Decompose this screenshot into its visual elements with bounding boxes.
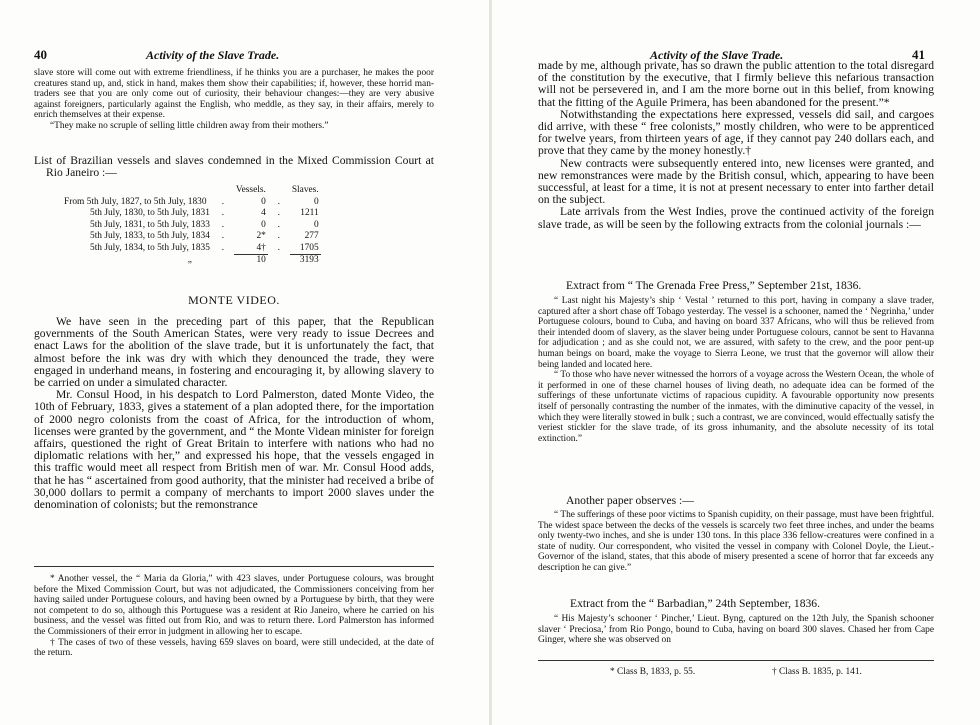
slaves-cell: 0 xyxy=(313,219,319,230)
table-header-row xyxy=(62,185,321,197)
table-row: 5th July, 1834, to 5th July, 1835 . 4† . 1705 xyxy=(62,243,321,255)
paragraph-late-arrivals: Late arrivals from the West Indies, prove the continued activity of the foreign slave trade, as will be seen by the following extracts from the colonial journals :— xyxy=(538,205,934,231)
another-paper-line: Another paper observes :— xyxy=(566,494,694,507)
opening-paragraph: slave store will come out with extreme friendliness, if he thinks you are a purchaser, he makes the poor creatures stand up, and, stick in hand, makes them show their capabilities; if, however, these horrid man-traders see that you are only come out of curiosity, their behaviour changes:—they are very abusive against foreigners, particularly against the English, who meddle, as they say, in their affairs, merely to enrich themselves at their expense. xyxy=(34,68,434,121)
paragraph-monte-video: We have seen in the preceding part of this paper, that the Republican governments of the South American States, were very ready to issue Decrees and enact Laws for the abolition of the slave trade, but it is unfortunately the fact, that almost before the ink was dry with which they denounced the trade, they were engaged in underhand means, in fostering and encouraging it, by allowing slavery to be carried on under a simulated character. xyxy=(34,315,434,390)
vessels-cell: 4† xyxy=(256,242,266,253)
total-mark: „ xyxy=(187,254,192,265)
footnote-divider xyxy=(34,566,434,567)
running-head-right: Activity of the Slave Trade. xyxy=(650,48,784,62)
list-heading: List of Brazilian vessels and slaves condemned in the Mixed Commission Court at Rio Janeiro :— xyxy=(34,154,434,180)
col-vessels-header: Vessels. xyxy=(235,185,266,195)
extract-2-paragraph: “ The sufferings of these poor victims to Spanish cupidity, on their passage, must have been frightful. The widest space between the decks of the vessels is scarcely two feet three inches, and under the beams only twenty-two inches, and she is under 130 tons. In this place 336 fellow-creatures were confined in a state of nudity. Our correspondent, who visited the vessel in company with Colonel Doyle, the Lieut.-Governor of the island, states, that this abode of misery presented a scene of horror that far exceeds any description he can give.” xyxy=(538,510,934,573)
footnote-dagger-right: † Class B. 1835, p. 141. xyxy=(772,667,862,677)
period-cell: 5th July, 1831, to 5th July, 1833 xyxy=(90,219,210,230)
footnote-divider-right xyxy=(538,660,934,661)
left-text-block xyxy=(34,68,434,132)
total-vessels: 10 xyxy=(234,255,268,267)
period-cell: 5th July, 1834, to 5th July, 1835 xyxy=(90,242,210,253)
monte-video-text xyxy=(34,316,434,511)
table-row: 5th July, 1833, to 5th July, 1834 . 2* . 277 xyxy=(62,231,321,243)
table-total-row xyxy=(62,255,321,267)
section-title: MONTE VIDEO. xyxy=(188,293,280,307)
right-main-text xyxy=(538,60,934,231)
extract-3-paragraph: “ His Majesty’s schooner ‘ Pincher,’ Lieut. Byng, captured on the 12th July, the Spanish schooner slaver ‘ Preciosa,’ from Rio Pongo, bound to Cuba, having on board 300 slaves. Chased her from Cape Ginger, where she was observed on xyxy=(538,614,934,646)
footnote-dagger: † The cases of two of these vessels, having 659 slaves on board, were still undecided, at the date of the return. xyxy=(34,637,434,659)
col-slaves-header: Slaves. xyxy=(291,185,319,195)
opening-quote: “They make no scruple of selling little children away from their mothers.” xyxy=(50,120,329,131)
page-number-left: 40 xyxy=(34,47,47,62)
extract-3-heading: Extract from the “ Barbadian,” 24th September, 1836. xyxy=(570,597,821,610)
period-cell: 5th July, 1833, to 5th July, 1834 xyxy=(90,231,210,241)
slaves-cell: 277 xyxy=(304,231,319,241)
footnote-star-right: * Class B, 1833, p. 55. xyxy=(610,667,696,677)
footnote-star: * Another vessel, the “ Maria da Gloria,” with 423 slaves, under Portuguese colours, was brought before the Mixed Commission Court, but was not adjudicated, the Commissioners conceiving from her having sailed under Portuguese colours, and having been owned by a Portuguese by birth, that they were not competent to do so, although this Portuguese was a resident at Rio Janeiro, where he carried on his business, and the vessel was fitted out from Rio, and was to return there. Lord Palmerston has informed the Commissioners of their error in judgment in allowing her to escape. xyxy=(34,574,434,637)
extract-2-block xyxy=(538,510,934,574)
vessels-cell: 2* xyxy=(256,231,266,241)
period-cell: From 5th July, 1827, to 5th July, 1830 xyxy=(64,196,207,207)
left-footnotes xyxy=(34,574,434,659)
paragraph-notwithstanding: Notwithstanding the expectations here expressed, vessels did sail, and cargoes did arrive, with these “ free colonists,” mostly children, who were to be apprenticed for twelve years, from thirteen years of age, if they cannot pay 240 dollars each, and prove that they came by the money honestly.† xyxy=(538,107,934,158)
vessels-cell: 4 xyxy=(261,208,266,218)
extract-3-block xyxy=(538,614,934,646)
page-number-right: 41 xyxy=(912,47,925,62)
slaves-cell: 1705 xyxy=(299,242,319,253)
table-row: From 5th July, 1827, to 5th July, 1830 . 0 . 0 xyxy=(64,196,319,207)
list-heading-block xyxy=(34,155,434,179)
vessels-cell: 0 xyxy=(261,196,266,207)
paragraph-continued: made by me, although private, has so drawn the public attention to the total disregard of the constitution by the executive, that I firmly believe this nefarious transaction will not be persevered in, and I am the more borne out in this belief, from knowing that the fitting of the Aguile Primera, has been abandoned for the present.”* xyxy=(538,59,934,109)
extract-1-paragraph-1: “ Last night his Majesty’s ship ‘ Vestal ’ returned to this port, having in company a slave trader, captured after a short chase off Tobago yesterday. The vessel is a schooner, named the ‘ Negrinha,’ under Portuguese colours, bound to Cuba, and having on board 337 Africans, who will thus be relieved from their intended doom of slavery, as the slaver being under Portuguese colours, cannot be sent to Havanna for adjudication ; and as she could not, we are assured, with safety to the crew, and the poor pent-up human beings on board, make the voyage to Sierra Leone, we trust that the governor will allow their being landed and located here. xyxy=(538,296,934,370)
extract-1-block xyxy=(538,296,934,444)
right-page xyxy=(492,0,980,725)
condemned-vessels-table xyxy=(62,185,321,267)
vessels-cell: 0 xyxy=(261,219,266,230)
extract-1-paragraph-2: “ To those who have never witnessed the horrors of a voyage across the Western Ocean, the whole of it performed in one of these charnel houses of living death, no adequate idea can be formed of the sufferings of these unfortunate victims of rapacious cupidity. A favourable opportunity now presents itself of personally contrasting the number of the inmates, with the diminutive capacity of the vessel, in which they were literally stowed in bulk ; such a contrast, we are convinced, would effectually satisfy the veriest stickler for the slave trade, of its gross inhumanity, and the absolute necessity of its total extinction.” xyxy=(538,370,934,444)
period-cell: 5th July, 1830, to 5th July, 1831 xyxy=(90,208,210,218)
slaves-cell: 0 xyxy=(313,196,319,207)
paragraph-new-contracts: New contracts were subsequently entered into, new licenses were granted, and new remonstrances were made by the British consul, which, appearing to have been successful, at least for a time, it is not at present necessary to enter into farther detail on the subject. xyxy=(538,156,934,207)
total-slaves: 3193 xyxy=(290,255,321,267)
table-row: 5th July, 1831, to 5th July, 1833 . 0 . 0 xyxy=(62,220,321,232)
slaves-cell: 1211 xyxy=(300,208,319,218)
extract-1-heading: Extract from “ The Grenada Free Press,” September 21st, 1836. xyxy=(566,279,862,292)
running-head-left: Activity of the Slave Trade. xyxy=(146,48,280,62)
table-row: 5th July, 1830, to 5th July, 1831 . 4 . 1211 xyxy=(62,208,321,220)
paragraph-consul-hood: Mr. Consul Hood, in his despatch to Lord Palmerston, dated Monte Video, the 10th of February, 1833, gives a statement of a plan adopted there, for the importation of 2000 negro colonists from the coast of Africa, for the introduction of whom, licenses were granted by the government, and “ the Monte Videan minister for foreign affairs, questioned the right of Great Britain to interfere with nations who had no diplomatic relations with her,” and expressed his hope, that the vessels engaged in this traffic would meet all respect from British men of war. Mr. Consul Hood adds, that he has “ ascertained from good authority, that the minister had received a bribe of 30,000 dollars to permit a company of merchants to import 2000 slaves under the denomination of colonists; but the remonstrance xyxy=(34,388,434,512)
